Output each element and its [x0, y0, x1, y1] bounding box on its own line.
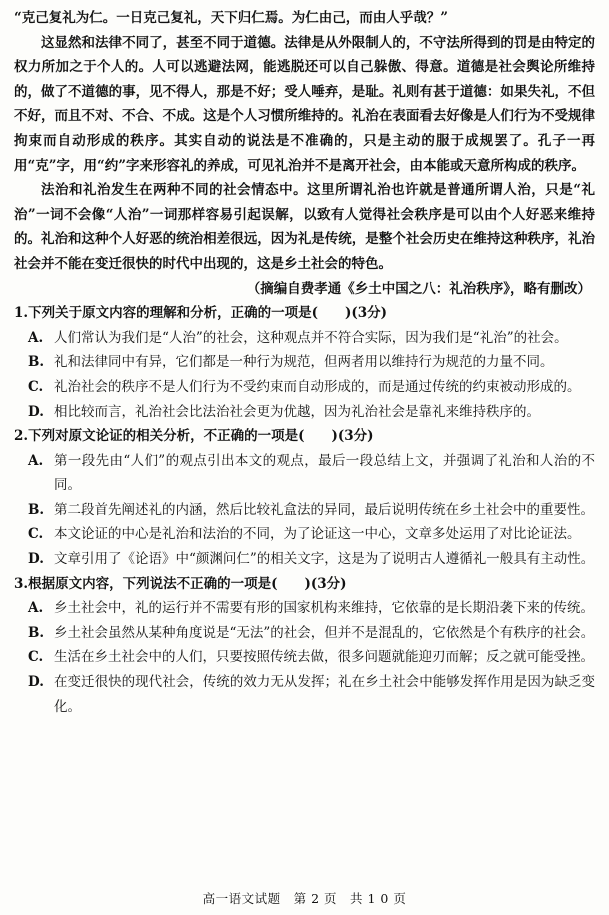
- option-text: 相比较而言，礼治社会比法治社会更为优越，因为礼治社会是靠礼来维持秩序的。: [54, 403, 540, 420]
- option-c: [14, 375, 595, 400]
- question-3: [14, 572, 595, 720]
- option-text: 乡土社会虽然从某种角度说是“无法”的社会，但并不是混乱的，它依然是个有秩序的社会。: [54, 624, 595, 641]
- option-d: [14, 670, 595, 719]
- option-text: 第二段首先阐述礼的内涵，然后比较礼盒法的异同，最后说明传统在乡土社会中的重要性。: [54, 501, 594, 518]
- option-c: [14, 645, 595, 670]
- option-letter: A.: [28, 600, 44, 617]
- option-c: [14, 522, 595, 547]
- option-letter: B.: [28, 501, 45, 518]
- option-letter: C.: [28, 649, 44, 666]
- option-text: 文章引用了《论语》中“颜渊问仁”的相关文字，这是为了说明古人遵循礼一般具有主动性。: [54, 551, 595, 568]
- option-text: 礼和法律同中有异，它们都是一种行为规范，但两者用以维持行为规范的力量不同。: [54, 354, 554, 371]
- passage-quote: “克己复礼为仁。一日克己复礼，天下归仁焉。为仁由己，而由人乎哉？”: [14, 10, 449, 26]
- question-stem: 2.下列对原文论证的相关分析，不正确的一项是( )(3分): [14, 428, 374, 445]
- option-text: 生活在乡土社会中的人们，只要按照传统去做，很多问题就能迎刃而解；反之就可能受挫。: [54, 649, 594, 666]
- option-b: [14, 498, 595, 523]
- option-d: [14, 400, 595, 425]
- question-2: [14, 424, 595, 572]
- option-letter: C.: [28, 378, 44, 395]
- passage-source: （摘编自费孝通《乡土中国之八：礼治秩序》，略有删改）: [246, 280, 591, 297]
- option-text: 礼治社会的秩序不是人们行为不受约束而自动形成的，而是通过传统的约束被动形成的。: [54, 378, 581, 395]
- option-text: 第一段先由“人们”的观点引出本文的观点，最后一段总结上文，并强调了礼治和人治的不同。: [54, 452, 595, 494]
- passage-paragraph-2: 这显然和法律不同了，甚至不同于道德。法律是从外限制人的，不守法所得到的罚是由特定的权力所加之于个人的。人可以逃避法网，能逃脱还可以自己躲傲、得意。道德是社会舆论所维持的，做了不道德的事，见不得人，那是不好；受人唾弃，是耻。礼则有甚于道德：如果失礼，不但不好，而且不对、不合、不成。这是个人习惯所维持的。礼治在表面看去好像是人们行为不受规律拘束而自动形成的秩序。其实自动的说法是不准确的，只是主动的服于成规罢了。孔子一再用“克”字，用“约”字来形容礼的养成，可见礼治并不是离开社会，由本能或天意所构成的秩序。: [14, 34, 595, 174]
- option-letter: A.: [28, 452, 44, 469]
- option-letter: B.: [28, 354, 45, 371]
- option-letter: B.: [28, 624, 45, 641]
- option-text: 人们常认为我们是“人治”的社会，这种观点并不符合实际，因为我们是“礼治”的社会。: [54, 329, 568, 346]
- option-text: 乡土社会中，礼的运行并不需要有形的国家机构来维持，它依靠的是长期沿袭下来的传统。: [54, 600, 594, 617]
- option-text: 本文论证的中心是礼治和法治的不同，为了论证这一中心，文章多处运用了对比论证法。: [54, 526, 581, 543]
- option-b: [14, 621, 595, 646]
- option-letter: D.: [28, 551, 44, 568]
- option-a: [14, 596, 595, 621]
- option-b: [14, 350, 595, 375]
- question-1: [14, 301, 595, 424]
- option-letter: D.: [28, 403, 44, 420]
- page-footer: 高一语文试题 第 2 页 共 1 0 页: [202, 891, 407, 906]
- option-d: [14, 547, 595, 572]
- option-a: [14, 326, 595, 351]
- passage-paragraph-3: 法治和礼治发生在两种不同的社会情态中。这里所谓礼治也许就是普通所谓人治，只是“礼治”一词不会像“人治”一词那样容易引起误解，以致有人觉得社会秩序是可以由个人好恶来维持的。礼治和这种个人好恶的统治相差很远，因为礼是传统，是整个社会历史在维持这种秩序，礼治社会并不能在变迁很快的时代中出现的，这是乡土社会的特色。: [14, 182, 595, 272]
- option-a: [14, 449, 595, 498]
- option-letter: A.: [28, 329, 44, 346]
- question-stem: 1.下列关于原文内容的理解和分析，正确的一项是( )(3分): [14, 305, 388, 322]
- question-stem: 3.根据原文内容，下列说法不正确的一项是( )(3分): [14, 575, 347, 592]
- option-letter: C.: [28, 526, 44, 543]
- option-letter: D.: [28, 674, 44, 691]
- option-text: 在变迁很快的现代社会，传统的效力无从发挥；礼在乡土社会中能够发挥作用是因为缺乏变化。: [54, 674, 595, 715]
